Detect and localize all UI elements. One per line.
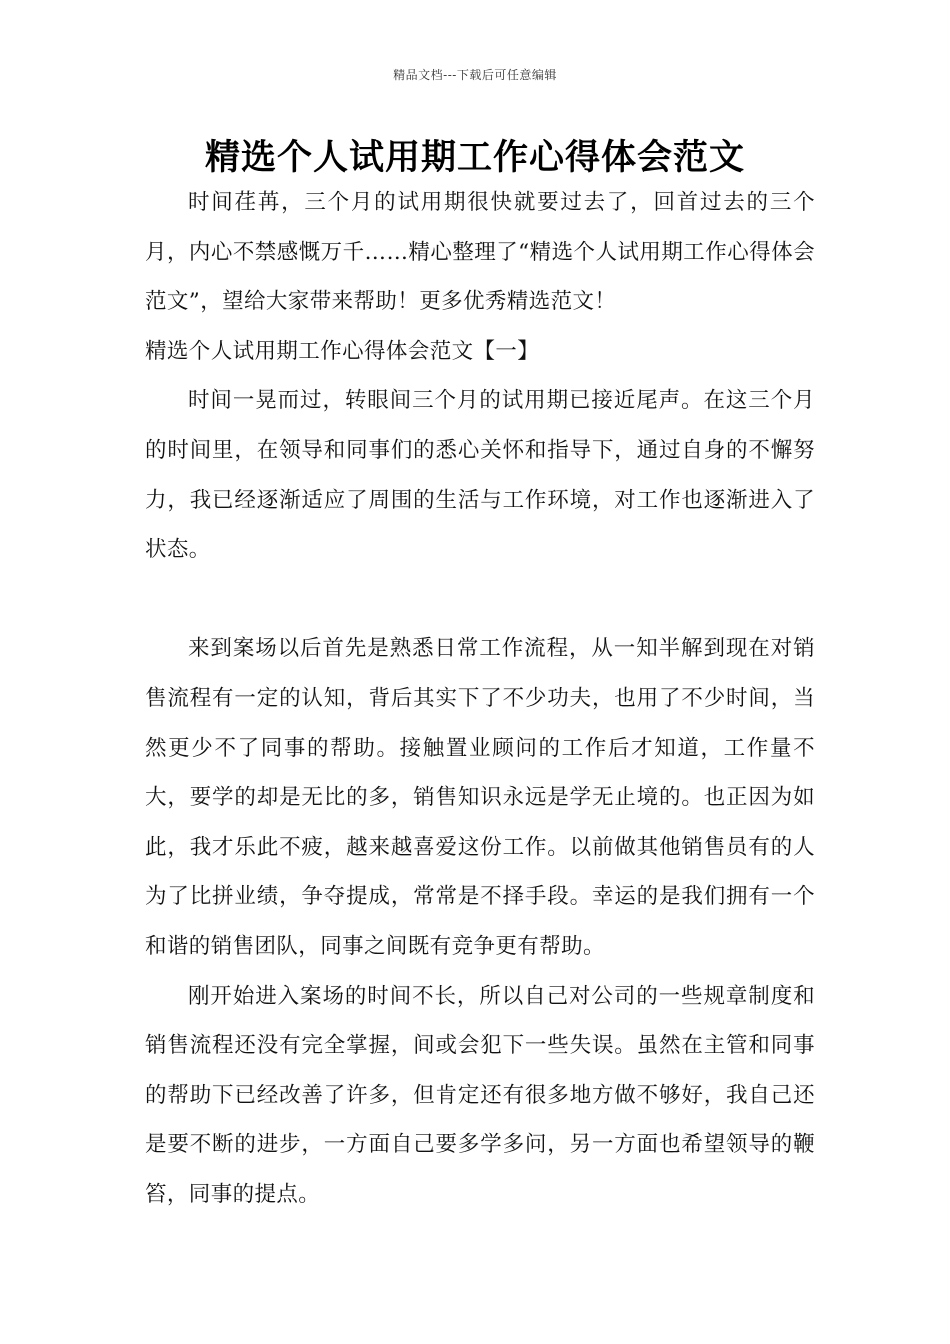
document-body [145,178,815,1219]
body-paragraph-2: 来到案场以后首先是熟悉日常工作流程，从一知半解到现在对销售流程有一定的认知，背后其实下了不少功夫，也用了不少时间，当然更少不了同事的帮助。接触置业顾问的工作后才知道，工作量不大，要学的却是无比的多，销售知识永远是学无止境的。也正因为如此，我才乐此不疲，越来越喜爱这份工作。以前做其他销售员有的人为了比拼业绩，争夺提成，常常是不择手段。幸运的是我们拥有一个和谐的销售团队，同事之间既有竞争更有帮助。 [145,636,815,959]
document-title: 精选个人试用期工作心得体会范文 [204,137,745,178]
paragraph-spacer [145,575,815,625]
header-note: 精品文档---下载后可任意编辑 [393,68,557,82]
section-heading: 精选个人试用期工作心得体会范文【一】 [145,338,540,364]
body-paragraph-1: 时间一晃而过，转眼间三个月的试用期已接近尾声。在这三个月的时间里，在领导和同事们的悉心关怀和指导下，通过自身的不懈努力，我已经逐渐适应了周围的生活与工作环境，对工作也逐渐进入了状态。 [145,388,815,563]
body-paragraph-3: 刚开始进入案场的时间不长，所以自己对公司的一些规章制度和销售流程还没有完全掌握，间或会犯下一些失误。虽然在主管和同事的帮助下已经改善了许多，但肯定还有很多地方做不够好，我自己还是要不断的进步，一方面自己要多学多问，另一方面也希望领导的鞭笞，同事的提点。 [145,983,815,1207]
intro-paragraph: 时间荏苒，三个月的试用期很快就要过去了，回首过去的三个月，内心不禁感慨万千……精心整理了“精选个人试用期工作心得体会范文”，望给大家带来帮助！更多优秀精选范文！ [145,190,815,315]
